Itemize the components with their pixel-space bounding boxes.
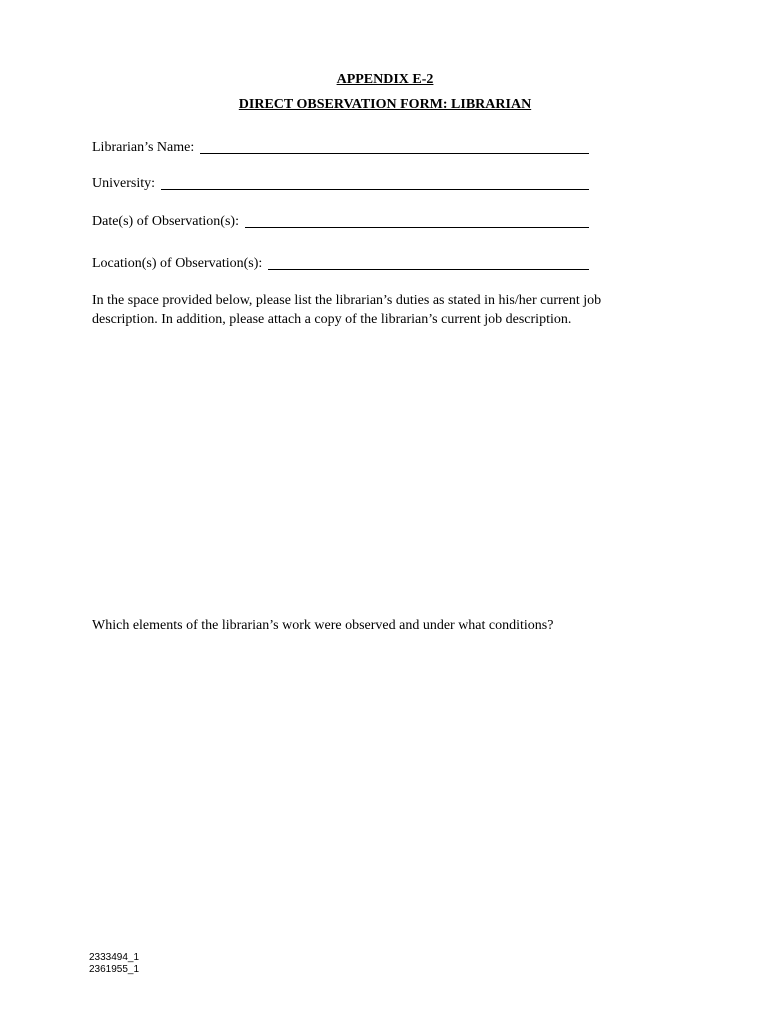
duties-instructions-line-1: In the space provided below, please list the librarian’s duties as stated in his/her current job [92,293,602,308]
duties-instructions-line-2: description. In addition, please attach a copy of the librarian’s current job description. [92,312,572,327]
observation-dates-label: Date(s) of Observation(s): [92,214,239,229]
document-id-1: 2333494_1 [89,952,140,963]
university-field [92,173,589,193]
observation-dates-input-line[interactable] [245,213,589,228]
document-id-2: 2361955_1 [89,964,140,975]
duties-answer-area[interactable] [92,335,589,605]
librarian-name-input-line[interactable] [200,139,589,154]
observation-dates-field [92,211,589,231]
document-id-footer [89,952,139,976]
observed-elements-question: Which elements of the librarian’s work were observed and under what conditions? [92,618,554,633]
observation-locations-label: Location(s) of Observation(s): [92,256,263,271]
university-label: University: [92,176,155,191]
appendix-title: APPENDIX E-2 [336,72,434,87]
librarian-name-label: Librarian’s Name: [92,140,195,155]
form-title: DIRECT OBSERVATION FORM: LIBRARIAN [238,97,532,112]
duties-instructions [92,291,652,329]
observed-elements-answer-area[interactable] [92,640,589,940]
librarian-name-field [92,137,589,157]
observation-locations-input-line[interactable] [268,255,589,270]
university-input-line[interactable] [161,175,589,190]
observation-locations-field [92,253,589,273]
